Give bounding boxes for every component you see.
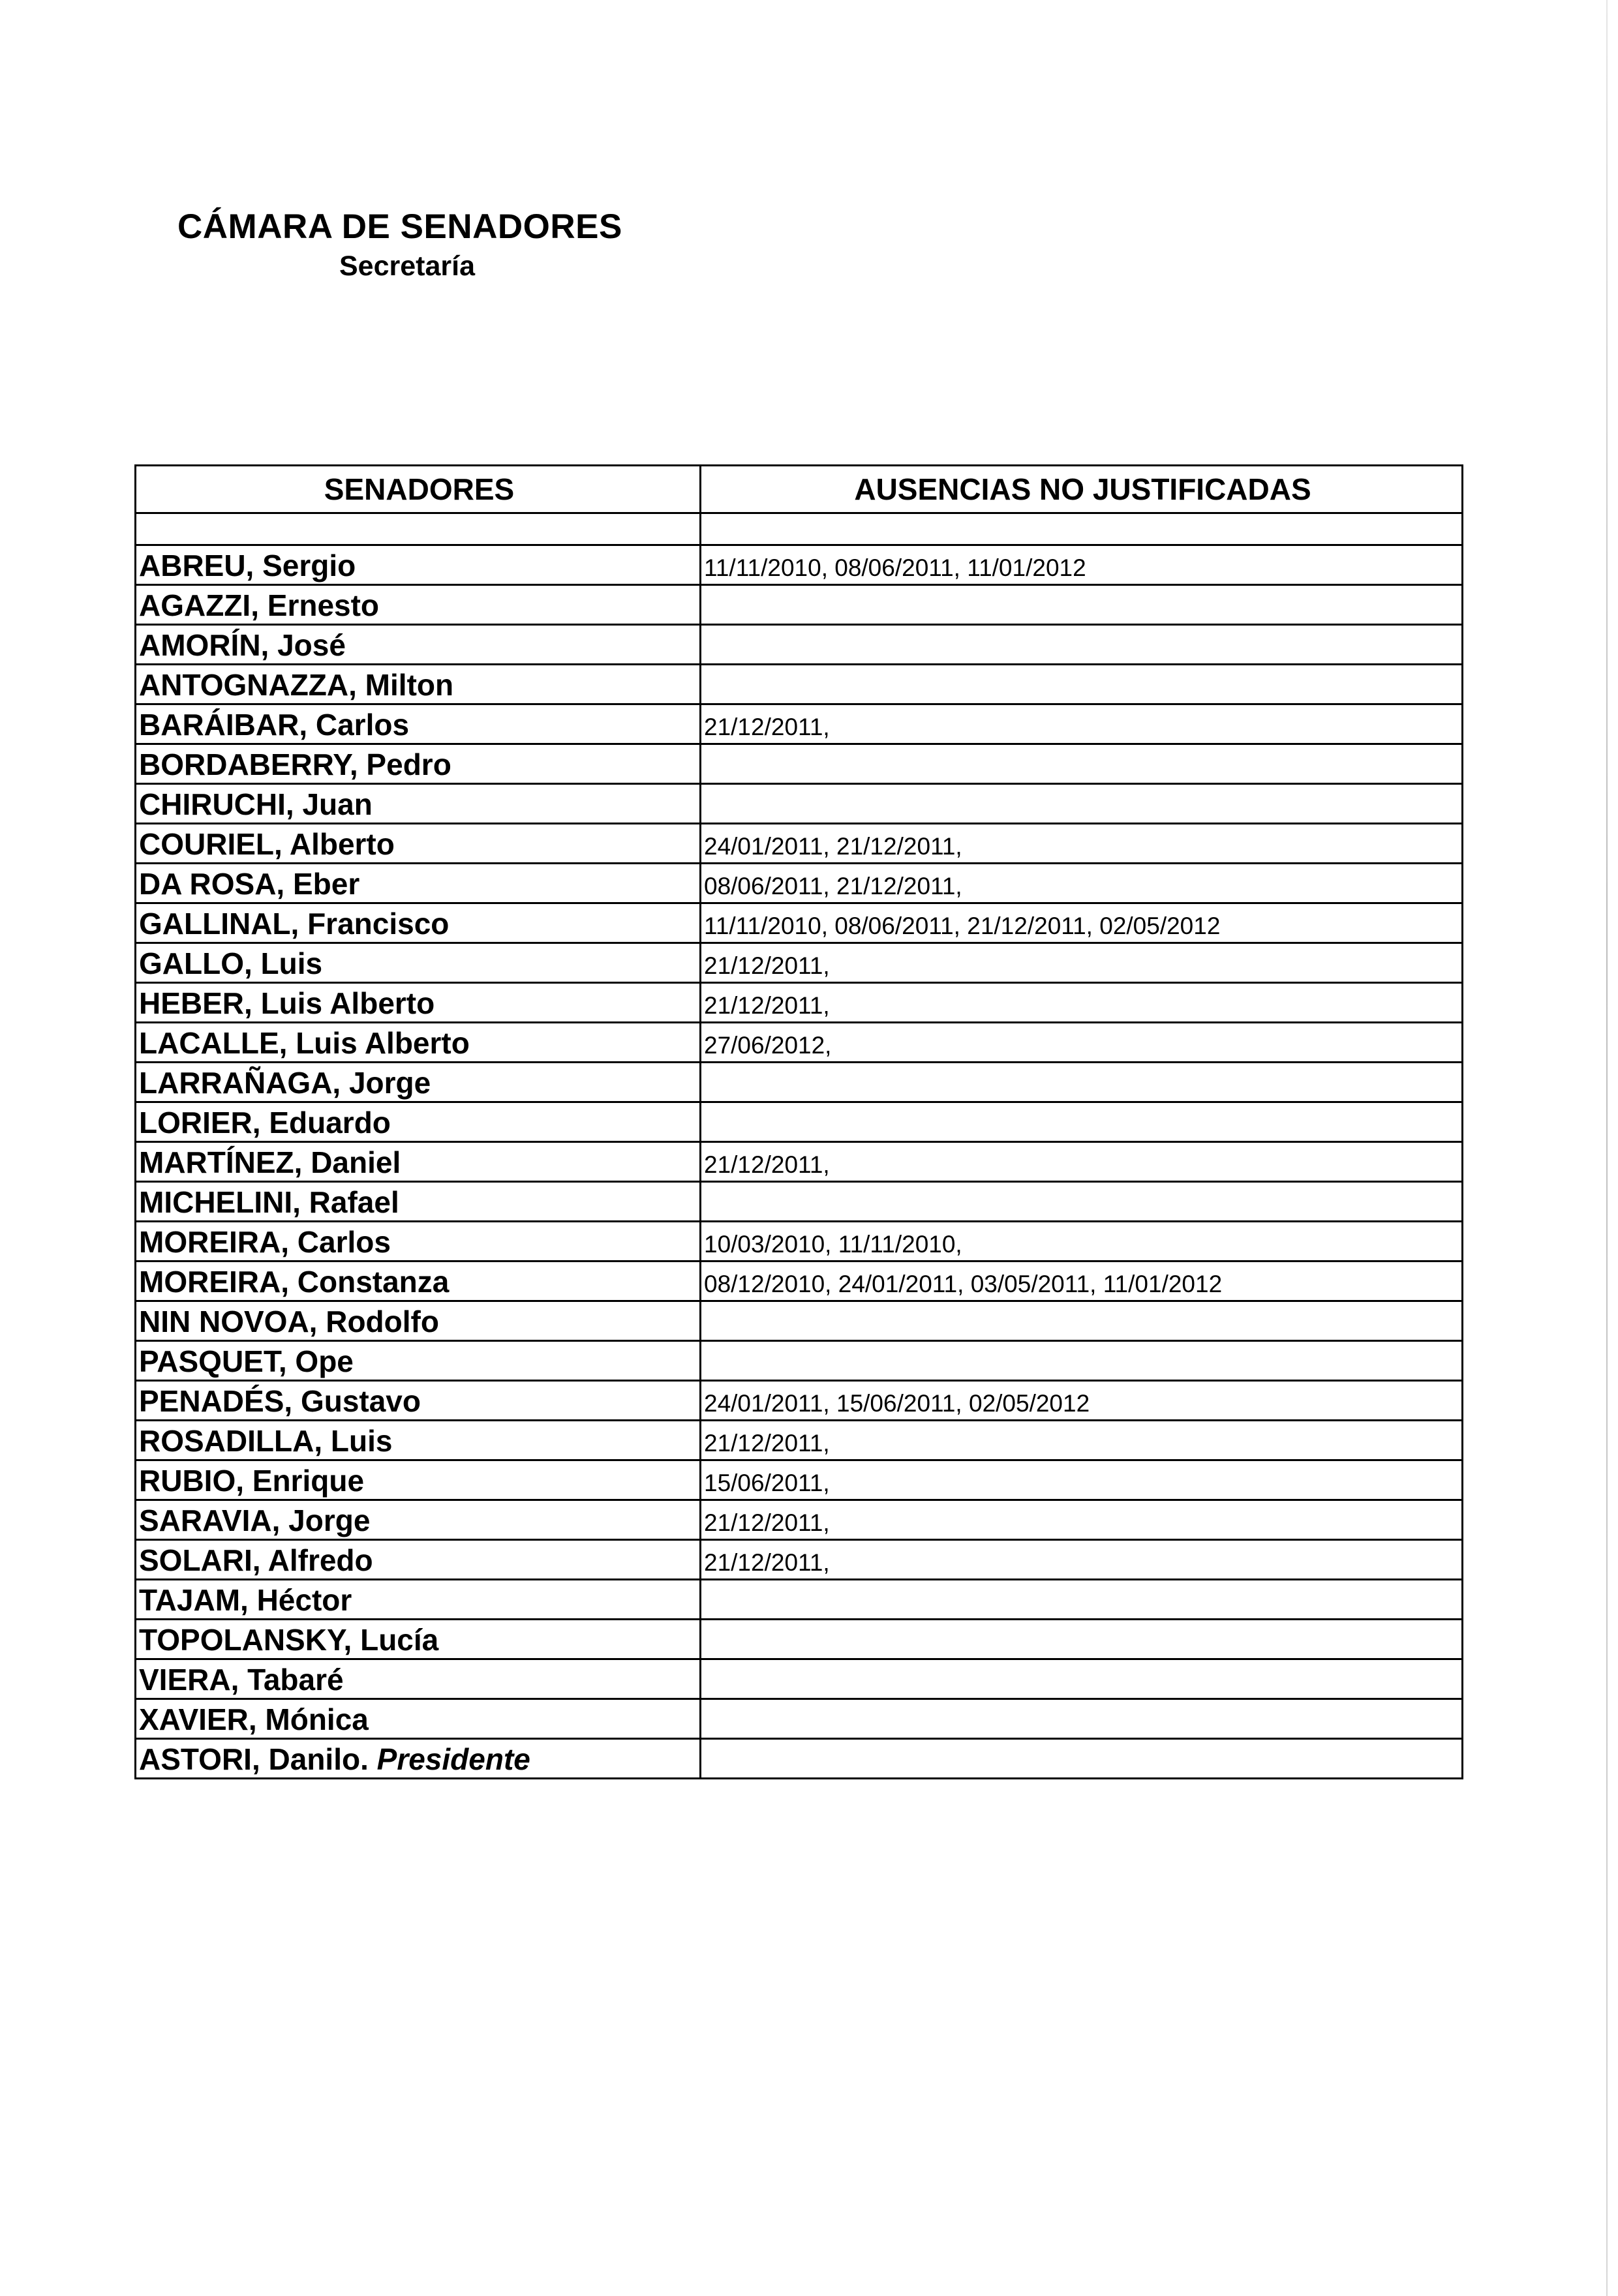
absence-dates-cell (701, 1659, 1463, 1699)
scan-edge-line (1606, 0, 1608, 2296)
senator-name-cell (136, 1142, 701, 1182)
absence-dates-cell (701, 1102, 1463, 1142)
table-header-row (136, 466, 1463, 513)
absence-dates-cell: 21/12/2011, (701, 983, 1463, 1023)
absence-dates-cell: 21/12/2011, (701, 943, 1463, 983)
page-title: CÁMARA DE SENADORES (177, 207, 622, 246)
senator-name: GALLO, Luis (139, 946, 323, 980)
absence-dates-cell: 11/11/2010, 08/06/2011, 21/12/2011, 02/05/2012 (701, 903, 1463, 943)
absence-dates-cell: 24/01/2011, 21/12/2011, (701, 824, 1463, 864)
table-row (136, 864, 1463, 903)
absence-dates-cell (701, 585, 1463, 625)
table-row (136, 1023, 1463, 1063)
senator-name: NIN NOVOA, Rodolfo (139, 1305, 439, 1338)
senator-name-cell (136, 1261, 701, 1301)
absence-dates-cell (701, 1301, 1463, 1341)
senator-name: HEBER, Luis Alberto (139, 986, 435, 1020)
table-spacer-row (136, 513, 1463, 545)
table-row (136, 545, 1463, 585)
senator-name-cell (136, 545, 701, 585)
absence-dates-cell (701, 1699, 1463, 1739)
senator-name: TOPOLANSKY, Lucía (139, 1623, 439, 1657)
table-row (136, 1620, 1463, 1659)
senator-name: ABREU, Sergio (139, 549, 356, 582)
page-subtitle: Secretaría (339, 250, 475, 282)
table-row (136, 1063, 1463, 1102)
senator-name: ANTOGNAZZA, Milton (139, 668, 454, 702)
table-row (136, 585, 1463, 625)
senator-name-cell (136, 784, 701, 824)
senator-name: MOREIRA, Carlos (139, 1225, 391, 1259)
table-row (136, 1261, 1463, 1301)
absence-dates-cell: 24/01/2011, 15/06/2011, 02/05/2012 (701, 1381, 1463, 1421)
table-row (136, 1301, 1463, 1341)
senator-name-cell (136, 1620, 701, 1659)
absence-dates-cell (701, 1182, 1463, 1222)
table-row (136, 744, 1463, 784)
senator-name: COURIEL, Alberto (139, 827, 395, 861)
senator-name-cell (136, 704, 701, 744)
senator-name-cell (136, 1102, 701, 1142)
senator-name-cell (136, 1222, 701, 1261)
table-row (136, 1102, 1463, 1142)
senator-name-cell (136, 903, 701, 943)
absence-dates-cell (701, 784, 1463, 824)
senator-name-cell (136, 1540, 701, 1580)
table-row (136, 625, 1463, 665)
absence-dates-cell (701, 1580, 1463, 1620)
table-row (136, 1540, 1463, 1580)
column-header-senators: SENADORES (136, 466, 701, 513)
table-row (136, 1182, 1463, 1222)
senator-name-cell (136, 1500, 701, 1540)
table-row (136, 784, 1463, 824)
table-row (136, 704, 1463, 744)
absences-table (134, 464, 1463, 1779)
spacer-cell (701, 513, 1463, 545)
absence-dates-cell (701, 744, 1463, 784)
table-row (136, 1142, 1463, 1182)
table-row (136, 1580, 1463, 1620)
senator-name: MICHELINI, Rafael (139, 1185, 399, 1219)
senator-name-cell (136, 625, 701, 665)
absence-dates-cell (701, 1739, 1463, 1779)
table-row (136, 665, 1463, 704)
senator-name-cell (136, 1182, 701, 1222)
absence-dates-cell (701, 665, 1463, 704)
absence-dates-cell: 21/12/2011, (701, 1500, 1463, 1540)
senator-name-cell (136, 585, 701, 625)
table-row (136, 1341, 1463, 1381)
table-row (136, 1460, 1463, 1500)
table-row (136, 983, 1463, 1023)
absence-dates-cell (701, 1063, 1463, 1102)
table-row (136, 1500, 1463, 1540)
absence-dates-cell: 27/06/2012, (701, 1023, 1463, 1063)
senator-name: MARTÍNEZ, Daniel (139, 1145, 401, 1179)
senator-name: ASTORI, Danilo. (139, 1742, 377, 1776)
absence-dates-cell: 08/06/2011, 21/12/2011, (701, 864, 1463, 903)
senator-name: LARRAÑAGA, Jorge (139, 1066, 431, 1100)
absence-dates-cell: 08/12/2010, 24/01/2011, 03/05/2011, 11/01/2012 (701, 1261, 1463, 1301)
senator-name-cell (136, 1341, 701, 1381)
senator-name: AMORÍN, José (139, 628, 346, 662)
senator-name: PENADÉS, Gustavo (139, 1384, 421, 1418)
senator-name-cell (136, 1063, 701, 1102)
senator-name-cell (136, 1739, 701, 1779)
senator-name-cell (136, 824, 701, 864)
absence-dates-cell: 10/03/2010, 11/11/2010, (701, 1222, 1463, 1261)
senator-name: CHIRUCHI, Juan (139, 787, 373, 821)
senator-name: GALLINAL, Francisco (139, 907, 450, 941)
absence-dates-cell: 11/11/2010, 08/06/2011, 11/01/2012 (701, 545, 1463, 585)
table-row (136, 1739, 1463, 1779)
column-header-absences: AUSENCIAS NO JUSTIFICADAS (701, 466, 1463, 513)
senator-name: XAVIER, Mónica (139, 1702, 369, 1736)
senator-name: LORIER, Eduardo (139, 1106, 391, 1140)
senator-name: MOREIRA, Constanza (139, 1265, 450, 1299)
senator-name: TAJAM, Héctor (139, 1583, 352, 1617)
table-row (136, 1381, 1463, 1421)
table-row (136, 1659, 1463, 1699)
senator-name: BORDABERRY, Pedro (139, 748, 451, 781)
senator-name: PASQUET, Ope (139, 1344, 354, 1378)
absence-dates-cell: 21/12/2011, (701, 1540, 1463, 1580)
document-header (177, 206, 622, 284)
table-row (136, 1699, 1463, 1739)
senator-name: DA ROSA, Eber (139, 867, 360, 901)
senator-name-cell (136, 1381, 701, 1421)
senator-name-cell (136, 744, 701, 784)
absence-dates-cell (701, 1620, 1463, 1659)
senator-name-cell (136, 864, 701, 903)
senator-name: RUBIO, Enrique (139, 1464, 365, 1498)
spacer-cell (136, 513, 701, 545)
senator-name: ROSADILLA, Luis (139, 1424, 393, 1458)
senator-name-cell (136, 943, 701, 983)
senator-name-cell (136, 1460, 701, 1500)
senator-name-cell (136, 1580, 701, 1620)
table-row (136, 943, 1463, 983)
absence-dates-cell (701, 625, 1463, 665)
senator-name: SARAVIA, Jorge (139, 1503, 371, 1537)
senator-name: VIERA, Tabaré (139, 1663, 344, 1697)
senator-name-cell (136, 1023, 701, 1063)
senator-name: AGAZZI, Ernesto (139, 588, 380, 622)
absence-dates-cell: 15/06/2011, (701, 1460, 1463, 1500)
absence-dates-cell: 21/12/2011, (701, 704, 1463, 744)
table-row (136, 824, 1463, 864)
senator-name: SOLARI, Alfredo (139, 1543, 373, 1577)
senator-name-cell (136, 665, 701, 704)
table-row (136, 1222, 1463, 1261)
senator-name-cell (136, 983, 701, 1023)
absence-dates-cell: 21/12/2011, (701, 1421, 1463, 1460)
senator-title: Presidente (376, 1742, 530, 1776)
senator-name-cell (136, 1659, 701, 1699)
senator-name: BARÁIBAR, Carlos (139, 708, 410, 742)
senator-name: LACALLE, Luis Alberto (139, 1026, 470, 1060)
absence-dates-cell (701, 1341, 1463, 1381)
table-row (136, 1421, 1463, 1460)
absence-dates-cell: 21/12/2011, (701, 1142, 1463, 1182)
table-row (136, 903, 1463, 943)
senator-name-cell (136, 1699, 701, 1739)
senator-name-cell (136, 1421, 701, 1460)
senator-name-cell (136, 1301, 701, 1341)
